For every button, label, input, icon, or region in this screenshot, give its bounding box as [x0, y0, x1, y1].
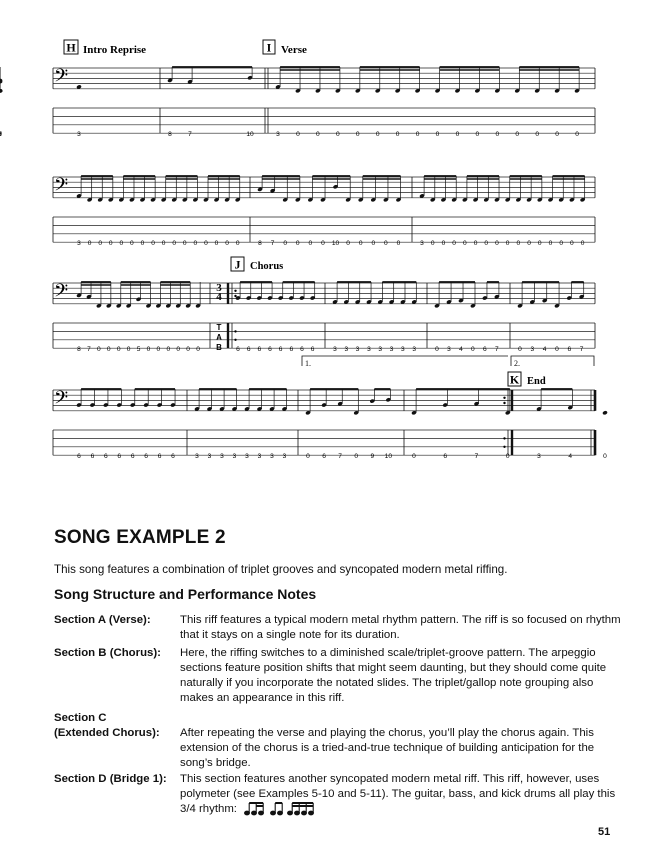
tab-number: 0: [452, 240, 456, 248]
tab-number: 6: [483, 346, 487, 354]
rehearsal-mark-h: [64, 40, 146, 56]
tab-number: 0: [166, 346, 171, 354]
tab-number: [0, 131, 2, 138]
rehearsal-label-verse: Verse: [281, 44, 307, 56]
tab-number: 0: [116, 346, 121, 354]
tab-number: 6: [130, 453, 135, 461]
tab-number: 6: [310, 346, 315, 354]
tab-number: 7: [188, 131, 192, 139]
tab-number: 3: [447, 346, 451, 354]
svg-text:4: 4: [216, 291, 222, 303]
tab-number: 10: [384, 453, 393, 461]
tab-number: 6: [157, 453, 162, 461]
tab-number: 0: [161, 240, 166, 248]
tab-number: 3: [77, 131, 81, 139]
tab-number: 3: [333, 346, 337, 354]
rehearsal-mark-i: [263, 40, 307, 56]
tab-number: 8: [168, 131, 172, 139]
tab-number: 0: [321, 240, 325, 248]
tab-number: 0: [435, 131, 440, 139]
tab-number: 7: [87, 346, 91, 354]
tab-number: 6: [117, 453, 122, 461]
section-a-text: This riff features a typical modern metal rhythm pattern. The riff is so focused on rhythm that it stays on a single note for its duration.: [180, 614, 621, 641]
subheading: Song Structure and Performance Notes: [54, 586, 317, 602]
tab-number: 7: [474, 453, 479, 461]
tab-number: 0: [126, 346, 131, 354]
tab-number: 0: [176, 346, 181, 354]
tab-number: 0: [204, 240, 208, 248]
tab-number: 0: [455, 131, 460, 139]
tab-number: 7: [579, 346, 584, 354]
svg-text:J: J: [234, 257, 241, 272]
tab-number: 0: [283, 240, 288, 248]
first-ending-bracket: [302, 356, 508, 368]
tab-number: 3: [282, 453, 287, 461]
tab-number: 0: [130, 240, 134, 248]
tab-number: 0: [580, 240, 585, 248]
tab-number: 10: [246, 131, 254, 139]
tab-number: 0: [575, 131, 579, 139]
tab-number: 0: [355, 131, 360, 139]
time-signature: [216, 282, 222, 352]
section-b-text: Here, the riffing switches to a diminished scale/triplet-groove pattern. The arpeggio sections feature position shifts that might seem daunting, but they should come quite naturally if you incorporate the notated slides. The triplet/gallop note grouping also makes an appearance in this riff.: [180, 647, 607, 704]
tab-number: 6: [278, 346, 283, 354]
section-a-label: Section A (Verse):: [54, 614, 151, 626]
svg-text:H: H: [66, 40, 76, 55]
tab-number: 6: [268, 346, 272, 354]
tab-number: 0: [515, 131, 520, 139]
tab-number: 6: [104, 453, 108, 461]
rehearsal-label-intro-reprise: Intro Reprise: [83, 44, 147, 56]
second-ending-bracket: [511, 356, 594, 368]
tab-number: 4: [459, 346, 463, 354]
tab-number: 8: [258, 240, 262, 248]
section-c-label: Section C (Extended Chorus):: [54, 712, 160, 739]
bass-clef-icon: 𝄢: [54, 281, 69, 306]
tab-number: 0: [527, 240, 531, 248]
tab-number: 6: [77, 453, 81, 461]
section-c-text: After repeating the verse and playing the chorus, you’ll play the chorus again. This extension of the chorus is a tried-and-true technique of building anticipation for the song’s bridge.: [180, 727, 595, 769]
tab-number: 6: [443, 453, 448, 461]
tab-number: 0: [146, 346, 151, 354]
tab-number: 3: [530, 346, 535, 354]
tab-number: 0: [375, 131, 380, 139]
tab-number: 3: [270, 453, 274, 461]
svg-text:T: T: [216, 323, 222, 332]
staff-system-1: [0, 66, 595, 138]
tab-number: 0: [603, 453, 607, 461]
tab-number: 0: [354, 453, 359, 461]
tab-number: 0: [548, 240, 553, 248]
tab-number: 6: [289, 346, 294, 354]
page-number: 51: [598, 826, 611, 838]
tab-number: 0: [156, 346, 161, 354]
tab-number: 3: [537, 453, 541, 461]
tab-number: 0: [395, 131, 400, 139]
rhythm-notation-icon: [244, 802, 324, 816]
tab-number: 0: [119, 240, 124, 248]
tab-number: 0: [396, 240, 401, 248]
tab-number: 8: [77, 346, 81, 354]
tab-number: 3: [195, 453, 199, 461]
svg-text:A: A: [216, 333, 222, 342]
tab-number: 0: [182, 240, 187, 248]
tab-number: 0: [235, 240, 240, 248]
tab-number: 0: [415, 131, 420, 139]
svg-text:3: 3: [216, 282, 222, 294]
tab-number: 0: [214, 240, 219, 248]
tab-number: 3: [77, 240, 81, 248]
tab-number: 3: [401, 346, 405, 354]
svg-text:K: K: [509, 372, 520, 387]
tab-number: 3: [412, 346, 417, 354]
intro-paragraph: This song features a combination of triplet grooves and syncopated modern metal riffing.: [54, 563, 508, 576]
tab-number: 6: [257, 346, 262, 354]
tab-number: 4: [542, 346, 547, 354]
tab-number: 0: [225, 240, 229, 248]
tab-number: 3: [245, 453, 249, 461]
svg-text:2.: 2.: [514, 359, 520, 368]
tab-number: 0: [295, 240, 300, 248]
tab-number: 3: [344, 346, 349, 354]
tab-number: 0: [97, 346, 101, 354]
staff-system-3: [53, 281, 595, 353]
tab-number: 0: [430, 240, 435, 248]
tab-number: 0: [559, 240, 564, 248]
tab-number: 3: [257, 453, 262, 461]
tab-number: 0: [473, 240, 478, 248]
bass-clef-icon: 𝄢: [54, 388, 69, 413]
tab-number: 0: [186, 346, 190, 354]
tab-number: 6: [144, 453, 148, 461]
tab-number: 0: [384, 240, 388, 248]
tab-number: 7: [270, 240, 275, 248]
tab-number: 3: [420, 240, 424, 248]
tab-number: 0: [151, 240, 155, 248]
tab-number: 0: [98, 240, 102, 248]
tab-number: 0: [412, 453, 416, 461]
tab-number: 0: [346, 240, 350, 248]
tab-number: 0: [172, 240, 177, 248]
notehead: [0, 89, 2, 93]
tab-number: 0: [358, 240, 363, 248]
tab-number: 0: [140, 240, 145, 248]
tab-number: 0: [435, 346, 439, 354]
svg-text:1.: 1.: [305, 359, 311, 368]
tab-number: 6: [171, 453, 175, 461]
tab-number: 3: [220, 453, 224, 461]
tab-number: 0: [87, 240, 92, 248]
tab-number: 0: [495, 131, 500, 139]
tab-number: 10: [331, 240, 340, 248]
staff-system-4: [53, 388, 608, 460]
rehearsal-mark-k: [508, 372, 546, 387]
bass-clef-icon: 𝄢: [54, 175, 69, 200]
tab-number: 0: [371, 240, 376, 248]
tab-number: 0: [570, 240, 574, 248]
svg-text:B: B: [216, 343, 222, 352]
tab-number: 6: [246, 346, 251, 354]
rehearsal-label-end: End: [527, 376, 546, 387]
tab-number: 0: [535, 131, 540, 139]
tab-number: 0: [555, 131, 559, 139]
tab-number: 0: [505, 453, 510, 461]
tab-number: 9: [370, 453, 375, 461]
section-b-label: Section B (Chorus):: [54, 647, 161, 659]
rehearsal-mark-j: [231, 257, 283, 272]
svg-text:I: I: [266, 40, 272, 55]
tab-number: 4: [568, 453, 573, 461]
tab-number: 0: [505, 240, 510, 248]
staff-system-2: [53, 175, 595, 247]
section-heading: SONG EXAMPLE 2: [54, 527, 226, 548]
tab-number: 7: [494, 346, 499, 354]
tab-number: 0: [316, 131, 320, 139]
tab-number: 6: [322, 453, 326, 461]
tab-number: 6: [90, 453, 95, 461]
notehead: [602, 410, 608, 415]
tab-number: 0: [471, 346, 475, 354]
rehearsal-label-chorus: Chorus: [250, 261, 284, 272]
tab-number: 0: [462, 240, 467, 248]
tab-number: 0: [518, 346, 522, 354]
tab-number: 0: [475, 131, 480, 139]
tab-number: 0: [308, 240, 313, 248]
tab-number: 0: [296, 131, 300, 139]
tab-number: 3: [367, 346, 371, 354]
tab-number: 0: [537, 240, 542, 248]
tab-number: 0: [108, 240, 113, 248]
tab-number: 3: [276, 131, 280, 139]
tab-number: 0: [516, 240, 521, 248]
tab-number: 0: [106, 346, 111, 354]
tab-number: 0: [484, 240, 489, 248]
section-d-text: This section features another syncopated modern metal riff. This riff, however, uses polymeter (see Examples 5-10 and 5-11). The guitar, bass, and kick drums all play this 3/4 rhythm:: [180, 773, 616, 816]
tab-number: 3: [232, 453, 237, 461]
tab-number: 3: [389, 346, 394, 354]
tab-number: 0: [306, 453, 310, 461]
tab-number: 6: [300, 346, 304, 354]
tab-number: 0: [335, 131, 340, 139]
section-d-label: Section D (Bridge 1):: [54, 773, 167, 785]
tab-number: 7: [338, 453, 342, 461]
tab-number: 3: [207, 453, 212, 461]
tab-number: 3: [355, 346, 360, 354]
tab-number: 0: [555, 346, 559, 354]
bass-clef-icon: 𝄢: [54, 66, 69, 91]
tab-number: 0: [441, 240, 446, 248]
tab-number: 5: [136, 346, 141, 354]
tab-number: 0: [495, 240, 499, 248]
tab-number: 0: [193, 240, 198, 248]
tab-number: 6: [236, 346, 240, 354]
tab-number: 3: [378, 346, 383, 354]
tab-number: 6: [567, 346, 572, 354]
tab-number: 0: [196, 346, 200, 354]
